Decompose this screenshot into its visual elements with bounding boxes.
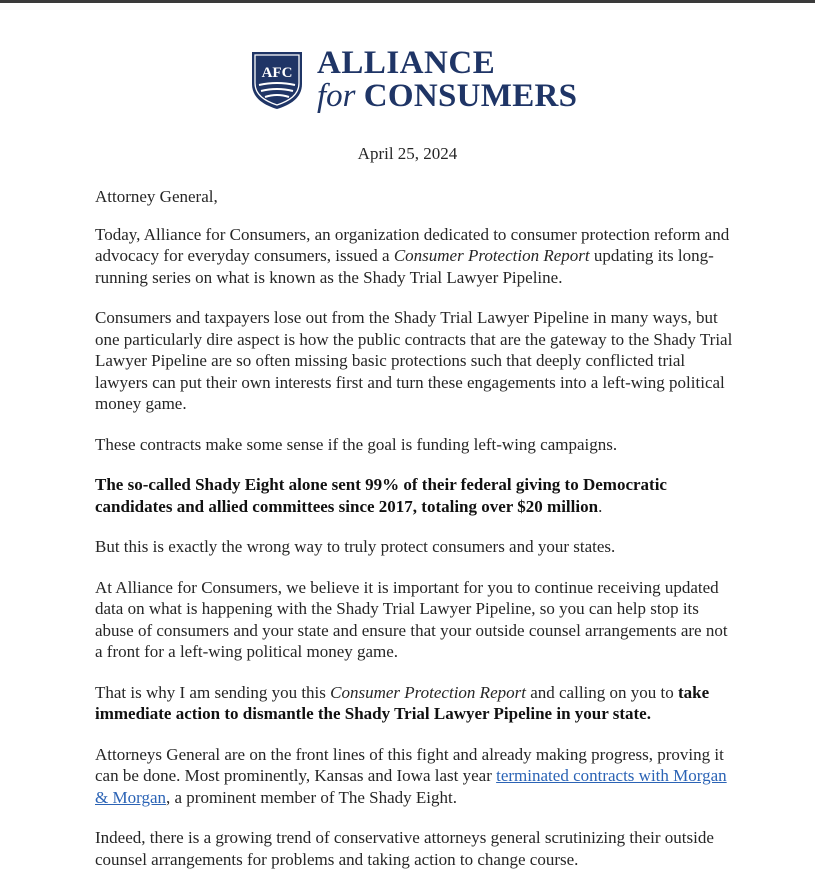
- p7-text: That is why I am sending you this: [95, 682, 331, 702]
- badge-text: AFC: [261, 65, 293, 81]
- morgan-contracts-link[interactable]: terminated contracts with Morgan & Morgan: [95, 766, 727, 807]
- paragraph-1: [95, 224, 735, 289]
- paragraph-4: [95, 474, 735, 517]
- paragraph-7: [95, 682, 735, 725]
- p4-period: .: [598, 496, 603, 516]
- shield-icon: [250, 50, 304, 110]
- paragraph-2: Consumers and taxpayers lose out from the Shady Trial Lawyer Pipeline in many ways, but one particularly dire aspect is how the public contracts that are the gateway to the Shady Trial Lawyer Pipeline are so often missing basic protections such that deeply conflicted trial lawyers can put their own interests first and turn these engagements into a left-wing political money game.: [95, 308, 733, 413]
- paragraph-5: But this is exactly the wrong way to truly protect consumers and your states.: [95, 537, 616, 556]
- logo-wordmark: [317, 47, 577, 113]
- top-border: [0, 0, 815, 3]
- logo-for: for: [317, 78, 356, 114]
- paragraph-9: Indeed, there is a growing trend of conservative attorneys general scrutinizing their outside counsel arrangements for problems and taking action to change course.: [95, 828, 714, 869]
- paragraph-8: [95, 744, 735, 809]
- shady-eight-statement: The so-called Shady Eight alone sent 99% of their federal giving to Democratic candidates and allied committees since 2017, totaling over $20 million: [95, 475, 667, 516]
- report-title: Consumer Protection Report: [393, 246, 590, 265]
- salutation: Attorney General,: [95, 187, 218, 206]
- paragraph-3: These contracts make some sense if the goal is funding left-wing campaigns.: [95, 434, 618, 454]
- p8-text: Attorneys General are on the front lines of this fight and already making progress, proving it can be done. Most prominently, Kansas and Iowa last year: [95, 744, 724, 785]
- p1-text: Today, Alliance for Consumers, an organization dedicated to consumer protection reform and advocacy for everyday consumers, issued a: [95, 224, 730, 265]
- p8-text-after: , a prominent member of The Shady Eight.: [166, 787, 457, 807]
- report-title-2: Consumer Protection Report: [330, 682, 526, 702]
- call-to-action: take immediate action to dismantle the Shady Trial Lawyer Pipeline in your state.: [95, 682, 710, 723]
- logo-consumers: CONSUMERS: [363, 78, 578, 114]
- letter-date: April 25, 2024: [357, 144, 458, 163]
- logo-line2: [317, 79, 577, 113]
- p7-middle: and calling on you to: [525, 682, 678, 702]
- p1-text-after: updating its long-running series on what is known as the Shady Trial Lawyer Pipeline.: [95, 246, 714, 287]
- logo-alliance: ALLIANCE: [317, 45, 496, 81]
- paragraph-6: At Alliance for Consumers, we believe it is important for you to continue receiving updated data on what is happening with the Shady Trial Lawyer Pipeline, so you can help stop its abuse of consumers and your state and ensure that your outside counsel arrangements are not a front for a left-wing political money game.: [95, 577, 728, 661]
- letter-body: [95, 186, 735, 889]
